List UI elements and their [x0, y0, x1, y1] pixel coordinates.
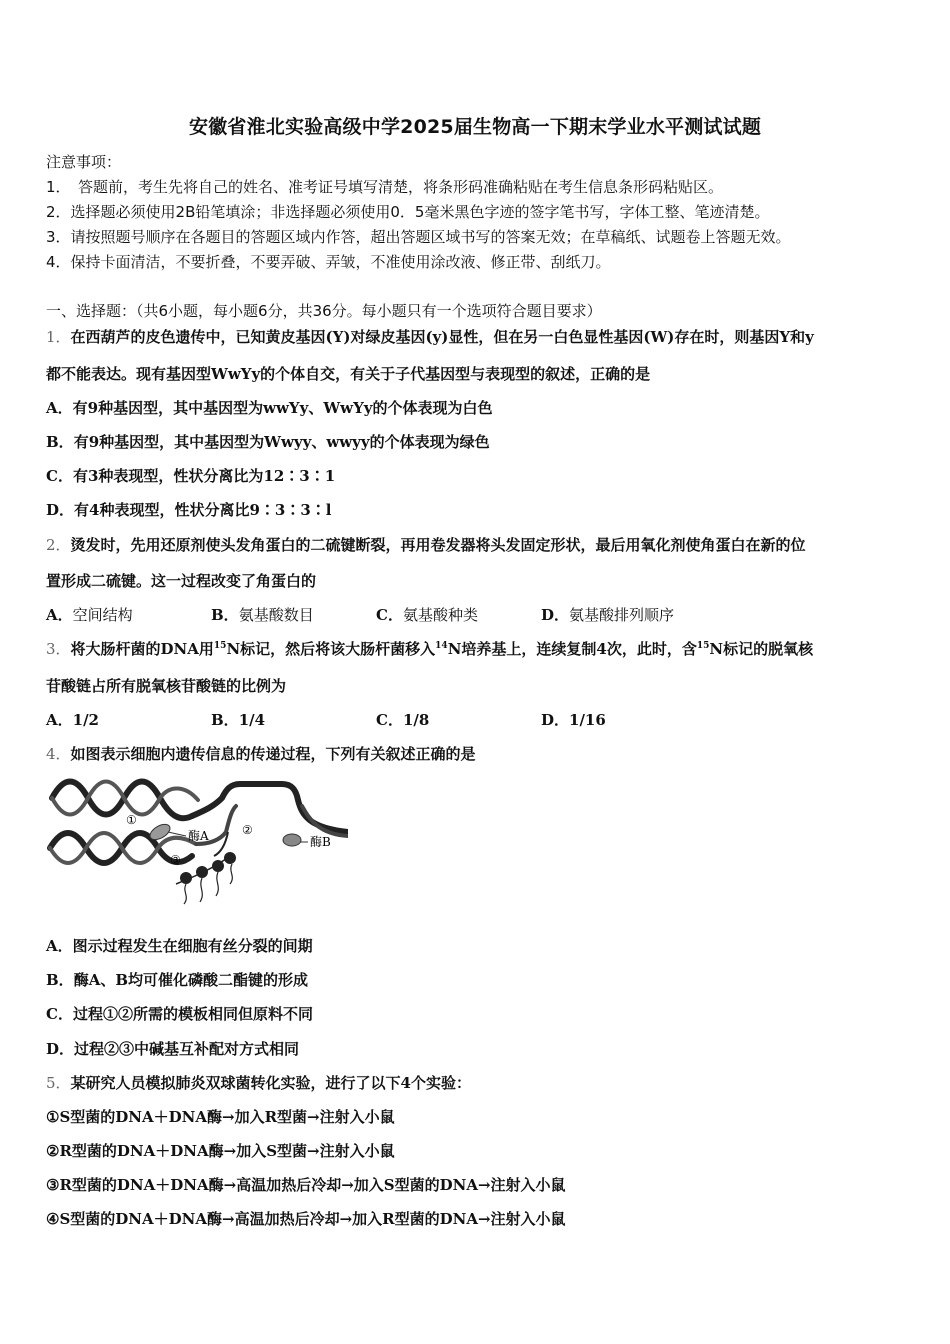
ribosome-2: [196, 866, 208, 878]
notice-item-4: 4．保持卡面清洁，不要折叠，不要弄破、弄皱，不准使用涂改液、修正带、刮纸刀。: [46, 253, 611, 271]
q3-option-d[interactable]: [541, 710, 606, 730]
notice-item-3: 3．请按照题号顺序在各题目的答题区域内作答，超出答题区域书写的答案无效；在草稿纸、试题卷上答题无效。: [46, 228, 791, 246]
question-5-line-1: [46, 1073, 471, 1093]
option-text: 1/8: [402, 711, 430, 729]
option-label: C．: [46, 467, 73, 485]
option-label: D．: [541, 606, 570, 624]
option-label: A．: [46, 711, 73, 729]
q1-option-d[interactable]: [46, 500, 331, 520]
option-text: 过程①②所需的模板相同但原料不同: [72, 1005, 313, 1023]
q2-option-d[interactable]: [541, 605, 674, 625]
option-label: D．: [46, 1040, 75, 1058]
question-text: 在西葫芦的皮色遗传中，已知黄皮基因(Y)对绿皮基因(y)显性，但在另一白色显性基因(W)存在时，则基因Y和y: [70, 328, 814, 346]
q5-experiment-4: ④S型菌的DNA＋DNA酶→高温加热后冷却→加入R型菌的DNA→注射入小鼠: [46, 1210, 566, 1228]
option-text: 1/4: [238, 711, 266, 729]
question-1-line-2: 都不能表达。现有基因型WwYy的个体自交，有关于子代基因型与表现型的叙述，正确的是: [46, 365, 651, 383]
q4-option-a[interactable]: [46, 936, 313, 956]
question-text: 将大肠杆菌的DNA用: [70, 640, 214, 658]
q1-option-b[interactable]: [46, 432, 490, 452]
ribosome-3: [212, 860, 224, 872]
question-text: 某研究人员模拟肺炎双球菌转化实验，进行了以下4个实验：: [70, 1074, 471, 1092]
option-text: 氨基酸种类: [402, 606, 478, 624]
option-label: B．: [211, 711, 239, 729]
option-label: A．: [46, 606, 73, 624]
question-4-line-1: [46, 744, 476, 764]
q4-option-c[interactable]: [46, 1004, 313, 1024]
option-text: 有3种表现型，性状分离比为12∶3∶1: [72, 467, 336, 485]
question-number: 2．: [46, 536, 71, 554]
enzyme-b-shape: [283, 834, 301, 846]
q2-option-b[interactable]: [211, 605, 314, 625]
question-text: N标记的脱氧核: [709, 640, 814, 658]
q5-experiment-1: ①S型菌的DNA＋DNA酶→加入R型菌→注射入小鼠: [46, 1108, 395, 1126]
option-label: D．: [541, 711, 570, 729]
superscript: 15: [696, 641, 710, 651]
option-text: 氨基酸排列顺序: [569, 606, 675, 624]
q3-option-c[interactable]: [376, 710, 429, 730]
option-label: D．: [46, 501, 75, 519]
option-label: B．: [46, 971, 74, 989]
section-heading: 一、选择题：（共6小题，每小题6分，共36分。每小题只有一个选项符合题目要求）: [46, 302, 602, 320]
superscript: 15: [213, 641, 227, 651]
question-number: 5．: [46, 1074, 71, 1092]
q3-option-b[interactable]: [211, 710, 265, 730]
enzyme-b-label: 酶B: [310, 835, 331, 849]
process-label-1: ①: [126, 813, 137, 827]
process-label-2: ②: [242, 823, 253, 837]
notice-item-1: 1． 答题前，考生先将自己的姓名、准考证号填写清楚，将条形码准确粘贴在考生信息条形码粘贴区。: [46, 178, 724, 196]
option-text: 1/16: [569, 711, 606, 729]
notice-heading: 注意事项：: [46, 153, 122, 171]
question-2-line-2: 置形成二硫键。这一过程改变了角蛋白的: [46, 572, 317, 590]
q4-option-d[interactable]: [46, 1039, 299, 1059]
option-text: 有9种基因型，其中基因型为Wwyy、wwyy的个体表现为绿色: [73, 433, 490, 451]
question-text: N培养基上，连续复制4次，此时，含: [447, 640, 697, 658]
option-label: C．: [46, 1005, 73, 1023]
option-text: 氨基酸数目: [238, 606, 314, 624]
process-label-3: ③: [170, 853, 181, 867]
ribosome-4: [224, 852, 236, 864]
option-text: 有4种表现型，性状分离比9∶3∶3∶l: [74, 501, 332, 519]
question-text: 烫发时，先用还原剂使头发角蛋白的二硫键断裂，再用卷发器将头发固定形状，最后用氧化剂使角蛋白在新的位: [70, 536, 806, 554]
q5-experiment-2: ②R型菌的DNA＋DNA酶→加入S型菌→注射入小鼠: [46, 1142, 395, 1160]
question-2-line-1: [46, 535, 806, 555]
question-number: 3．: [46, 640, 71, 658]
enzyme-a-label: 酶A: [188, 829, 209, 843]
question-number: 1．: [46, 328, 71, 346]
option-text: 过程②③中碱基互补配对方式相同: [74, 1040, 300, 1058]
q1-option-c[interactable]: [46, 466, 335, 486]
q2-option-c[interactable]: [376, 605, 478, 625]
option-label: A．: [46, 937, 73, 955]
q3-option-a[interactable]: [46, 710, 99, 730]
q1-option-a[interactable]: [46, 398, 493, 418]
notice-item-2: 2．选择题必须使用2B铅笔填涂；非选择题必须使用0．5毫米黑色字迹的签字笔书写，字体工整、笔迹清楚。: [46, 203, 770, 221]
option-label: B．: [46, 433, 74, 451]
option-label: C．: [376, 606, 403, 624]
option-label: B．: [211, 606, 239, 624]
question-3-line-1: [46, 639, 813, 659]
ribosome-1: [180, 872, 192, 884]
q5-experiment-3: ③R型菌的DNA＋DNA酶→高温加热后冷却→加入S型菌的DNA→注射入小鼠: [46, 1176, 566, 1194]
option-text: 1/2: [72, 711, 99, 729]
dna-replication-transcription-translation-diagram: [46, 772, 348, 912]
question-1-line-1: [46, 327, 814, 347]
question-text: N标记，然后将该大肠杆菌移入: [226, 640, 436, 658]
option-text: 酶A、B均可催化磷酸二酯键的形成: [73, 971, 309, 989]
option-text: 空间结构: [72, 606, 133, 624]
option-label: C．: [376, 711, 403, 729]
question-number: 4．: [46, 745, 71, 763]
q4-option-b[interactable]: [46, 970, 308, 990]
page-title: 安徽省淮北实验高级中学2025届生物高一下期末学业水平测试试题: [188, 116, 762, 138]
option-text: 图示过程发生在细胞有丝分裂的间期: [72, 937, 313, 955]
option-label: A．: [46, 399, 73, 417]
question-text: 如图表示细胞内遗传信息的传递过程，下列有关叙述正确的是: [70, 745, 476, 763]
superscript: 14: [435, 641, 448, 651]
question-3-line-2: 苷酸链占所有脱氧核苷酸链的比例为: [46, 677, 287, 695]
option-text: 有9种基因型，其中基因型为wwYy、WwYy的个体表现为白色: [72, 399, 493, 417]
q2-option-a[interactable]: [46, 605, 133, 625]
